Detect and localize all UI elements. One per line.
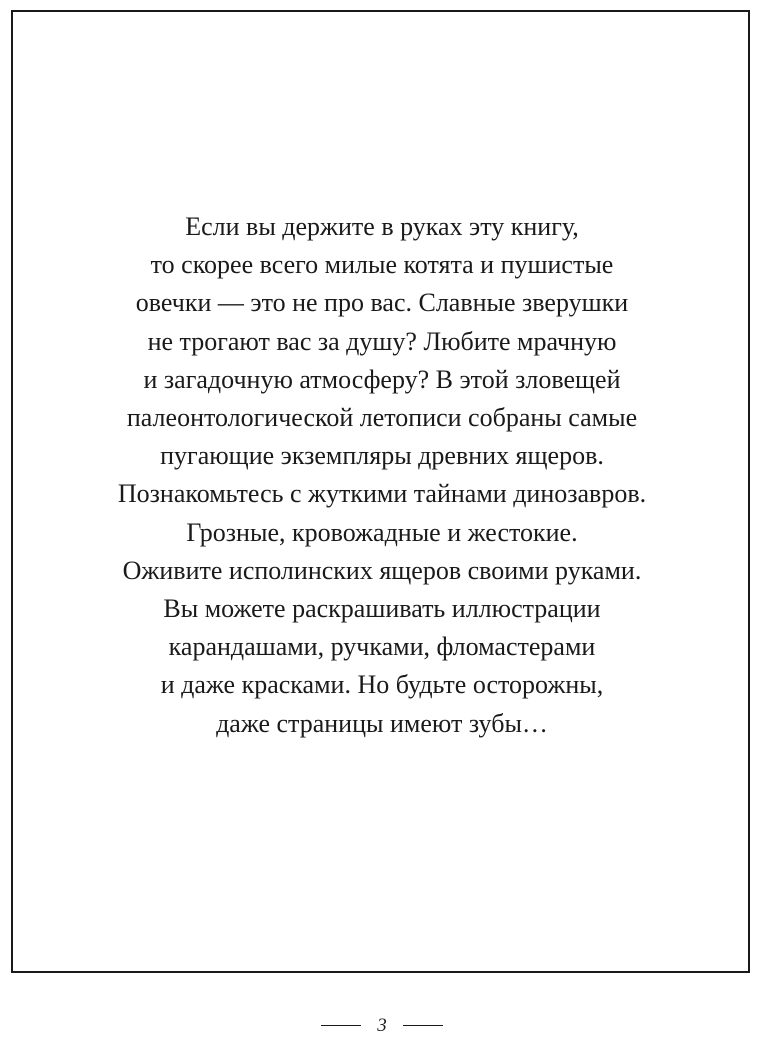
text-line: даже страницы имеют зубы… xyxy=(216,708,548,738)
text-line: овечки — это не про вас. Славные зверушки xyxy=(135,288,629,318)
footer-rule-left xyxy=(321,1025,361,1026)
text-line: Познакомьтесь с жуткими тайнами динозавров. xyxy=(117,479,647,509)
page-number: 3 xyxy=(377,1014,387,1036)
body-text xyxy=(0,208,764,743)
text-line: Вы можете раскрашивать иллюстрации xyxy=(163,594,601,624)
text-line: Грозные, кровожадные и жестокие. xyxy=(186,517,578,547)
text-line: пугающие экземпляры древних ящеров. xyxy=(160,441,604,471)
text-line: и даже красками. Но будьте осторожны, xyxy=(160,670,604,700)
text-line: то скорее всего милые котята и пушистые xyxy=(150,250,614,280)
text-line: Если вы держите в руках эту книгу, xyxy=(185,212,579,241)
footer-rule-right xyxy=(403,1025,443,1026)
text-line: и загадочную атмосферу? В этой зловещей xyxy=(143,364,621,394)
page-footer xyxy=(0,1010,764,1040)
text-line: Оживите исполинских ящеров своими руками. xyxy=(122,555,642,585)
text-line: карандашами, ручками, фломастерами xyxy=(168,632,596,662)
text-line: не трогают вас за душу? Любите мрачную xyxy=(147,326,617,356)
text-line: палеонтологической летописи собраны самые xyxy=(126,403,638,433)
